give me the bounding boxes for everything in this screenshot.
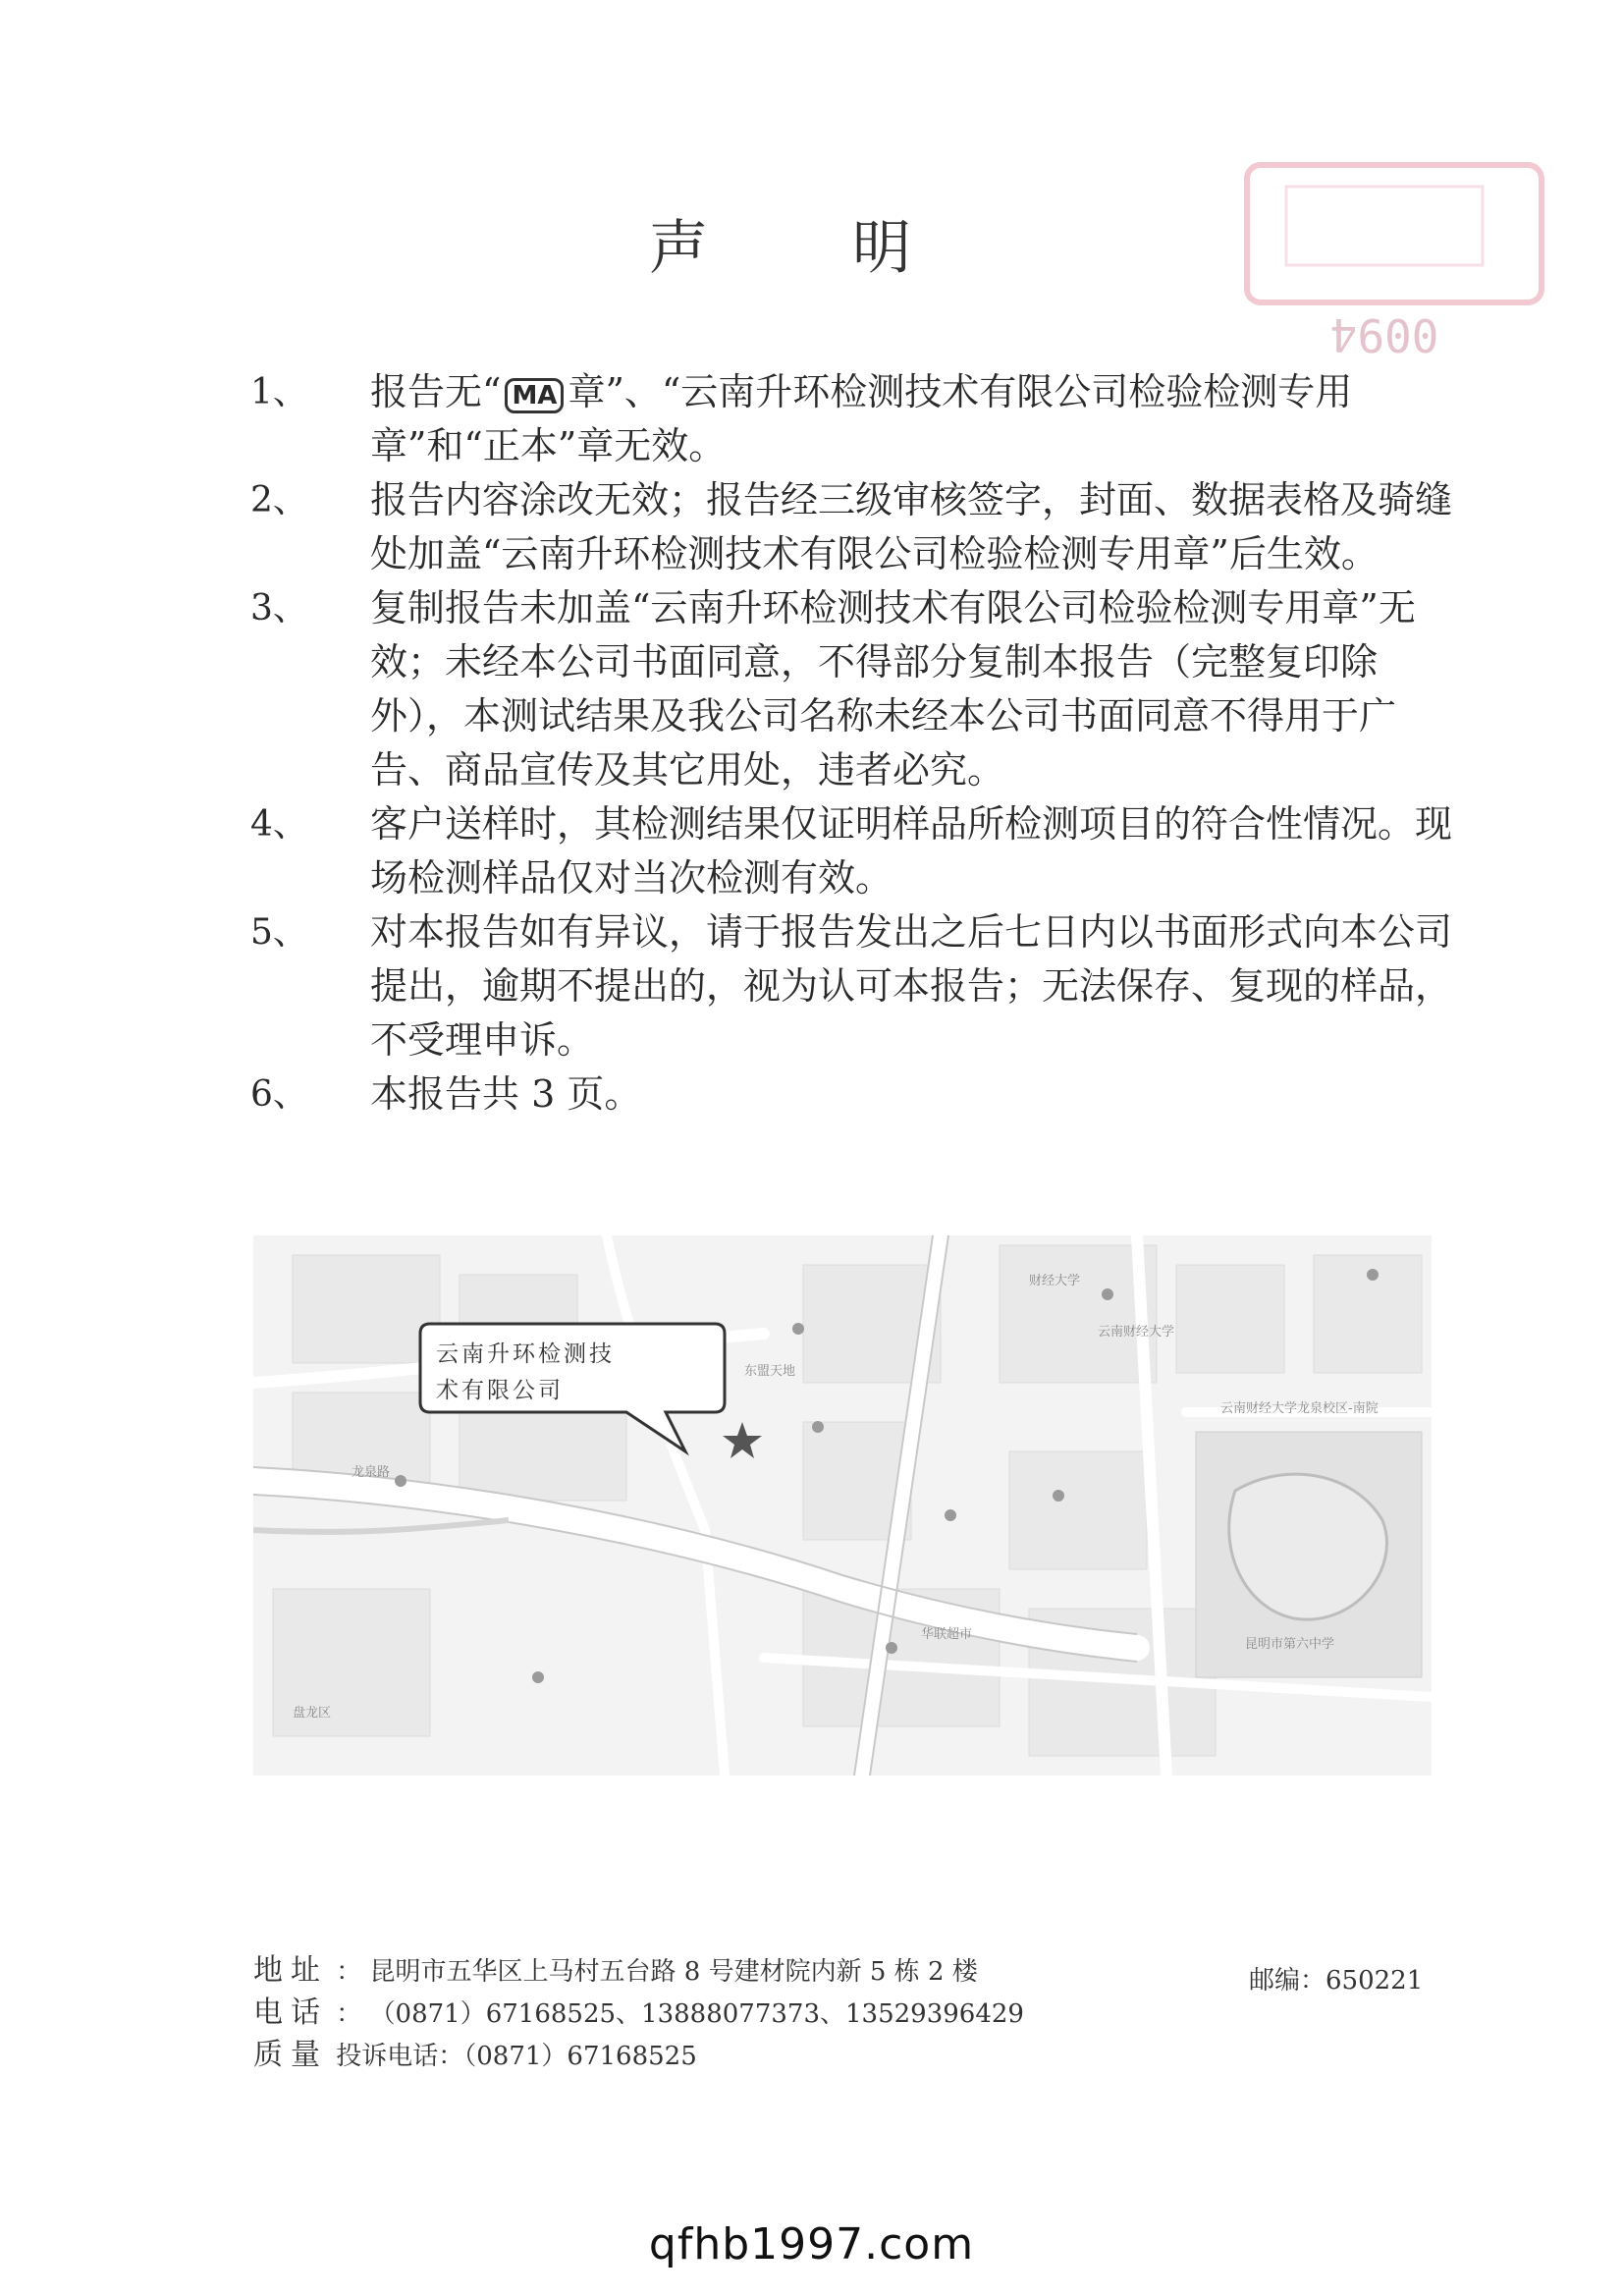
stamp-number: 0094 xyxy=(1329,308,1439,361)
item-number: 3、 xyxy=(250,588,308,629)
item-number: 4、 xyxy=(250,804,308,845)
phone-label: 电话 xyxy=(253,1995,328,2030)
location-map xyxy=(253,1235,1432,1776)
map-label: 盘龙区 xyxy=(293,1706,332,1721)
page-title: 声 明 xyxy=(648,214,975,283)
phone-line: 电话 ： （0871）67168525、13888077373、13529396429 xyxy=(253,1995,1024,2030)
address-value: 昆明市五华区上马村五台路 8 号建材院内新 5 栋 2 楼 xyxy=(369,1957,978,1987)
list-item xyxy=(250,797,1468,905)
map-label: 龙泉路 xyxy=(352,1465,391,1480)
list-item xyxy=(250,905,1468,1067)
phone-value: （0871）67168525、13888077373、13529396429 xyxy=(369,1999,1024,2029)
item-number: 6、 xyxy=(250,1074,308,1115)
map-label: 云南财经大学 xyxy=(1098,1325,1175,1339)
map-label: 华联超市 xyxy=(921,1627,973,1642)
list-item xyxy=(250,581,1468,797)
item-number: 2、 xyxy=(250,480,308,520)
item-text: 客户送样时，其检测结果仅证明样品所检测项目的符合性情况。现场检测样品仅对当次检测有效。 xyxy=(370,802,1453,900)
map-label: 昆明市第六中学 xyxy=(1245,1637,1335,1652)
complaint-label: 质量 xyxy=(253,2038,328,2072)
item-text-pre: 报告无“ xyxy=(370,370,502,413)
site-watermark: qfhb1997.com xyxy=(648,2219,975,2269)
statement-list xyxy=(250,365,1468,1121)
callout-line-2: 术有限公司 xyxy=(436,1378,564,1403)
map-label: 财经大学 xyxy=(1029,1274,1081,1288)
contact-block xyxy=(253,1950,1024,2077)
complaint-value: 投诉电话：（0871）67168525 xyxy=(336,2042,697,2071)
list-item xyxy=(250,365,1468,473)
postal-code xyxy=(1249,1960,1423,1996)
callout-line-1: 云南升环检测技 xyxy=(436,1341,615,1367)
list-item xyxy=(250,473,1468,581)
map-label: 东盟天地 xyxy=(744,1364,796,1379)
list-item xyxy=(250,1067,1468,1121)
item-text: 本报告共 3 页。 xyxy=(370,1072,642,1116)
address-label: 地址 xyxy=(253,1953,328,1988)
item-text: 对本报告如有异议，请于报告发出之后七日内以书面形式向本公司提出，逾期不提出的，视为认可本报告；无法保存、复现的样品，不受理申诉。 xyxy=(370,910,1453,1062)
item-number: 5、 xyxy=(250,912,308,953)
item-text: 报告内容涂改无效；报告经三级审核签字，封面、数据表格及骑缝处加盖“云南升环检测技术有限公司检验检测专用章”后生效。 xyxy=(370,478,1453,575)
postal-label: 邮编： xyxy=(1249,1966,1326,1995)
item-text: 复制报告未加盖“云南升环检测技术有限公司检验检测专用章”无效；未经本公司书面同意，不得部分复制本报告（完整复印除外），本测试结果及我公司名称未经本公司书面同意不得用于广告、商品宣传及其它用处，违者必究。 xyxy=(370,586,1416,792)
address-line: 地址 ： 昆明市五华区上马村五台路 8 号建材院内新 5 栋 2 楼 xyxy=(253,1953,978,1988)
complaint-line xyxy=(253,2035,1024,2077)
postal-value: 650221 xyxy=(1325,1966,1424,1995)
item-number: 1、 xyxy=(250,372,308,412)
cma-mark-icon: MA xyxy=(505,378,564,413)
map-label: 云南财经大学龙泉校区-南院 xyxy=(1220,1401,1379,1416)
item-text-post: 章”、“云南升环检测技术有限公司检验检测专用章”和“正本”章无效。 xyxy=(370,370,1353,467)
